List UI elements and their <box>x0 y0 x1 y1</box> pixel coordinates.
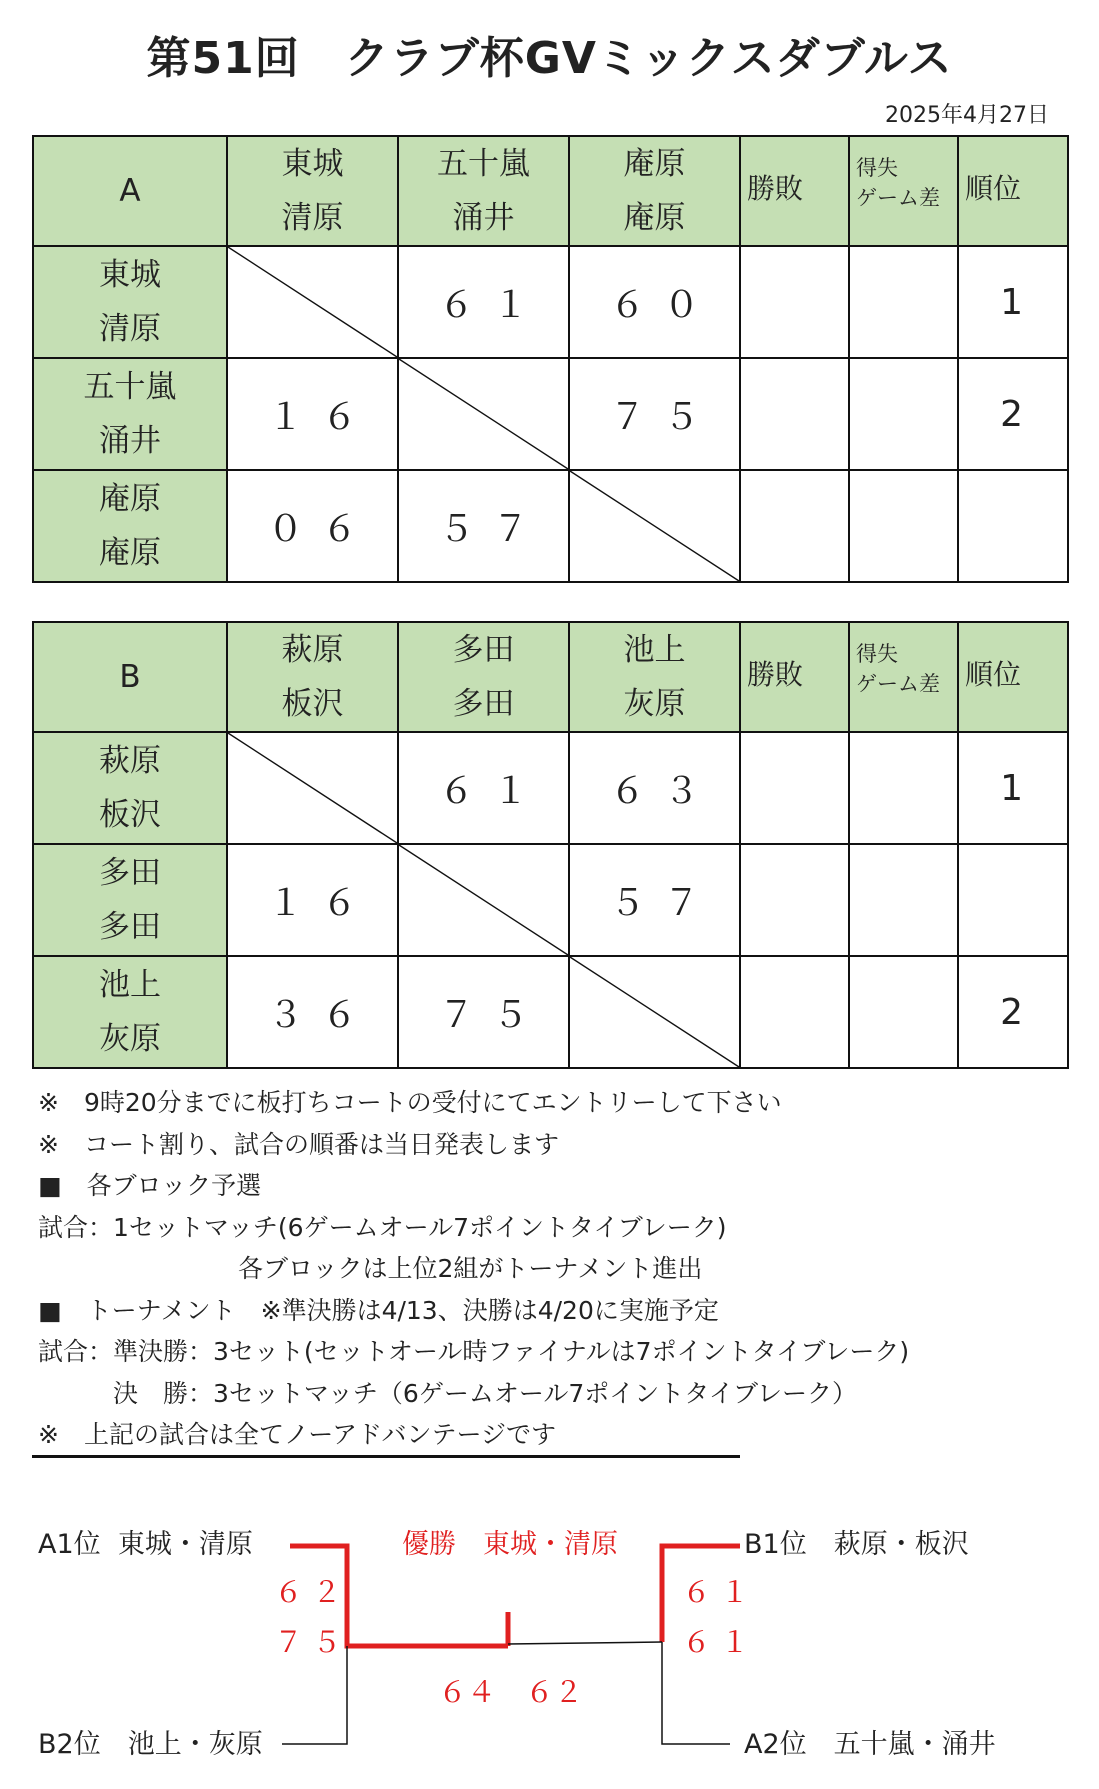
bracket-a2: A2位 五十嵐・涌井 <box>744 1729 996 1760</box>
note-line: 決 勝：3セットマッチ（6ゲームオール7ポイントタイブレーク） <box>38 1378 857 1408</box>
bracket-b1: B1位 萩原・板沢 <box>744 1529 969 1560</box>
game-diff-cell <box>849 844 958 956</box>
rank-cell: 2 <box>958 956 1068 1068</box>
win-loss-cell <box>740 470 849 582</box>
score-cell: ７５ <box>398 956 569 1068</box>
row-team-3: 庵原 庵原 <box>33 470 227 582</box>
note-line: ■ トーナメント ※準決勝は4/13、決勝は4/20に実施予定 <box>38 1295 719 1325</box>
row-team-2: 五十嵐 涌井 <box>33 358 227 470</box>
score-cell: ６０ <box>569 246 740 358</box>
note-line: 試合：1セットマッチ(6ゲームオール7ポイントタイブレーク) <box>38 1212 727 1242</box>
win-loss-cell <box>740 844 849 956</box>
score-cell: ６１ <box>398 246 569 358</box>
block-label: A <box>33 136 227 246</box>
column-team-1: 東城 清原 <box>227 136 398 246</box>
game-diff-header: 得失 ゲーム差 <box>849 622 958 732</box>
bracket-path-a2 <box>662 1642 730 1744</box>
bracket-path-winner <box>290 1546 508 1646</box>
row-team-1: 萩原 板沢 <box>33 732 227 844</box>
rank-cell: 1 <box>958 246 1068 358</box>
game-diff-cell <box>849 956 958 1068</box>
block-label: B <box>33 622 227 732</box>
win-loss-header: 勝敗 <box>740 136 849 246</box>
row-team-1: 東城 清原 <box>33 246 227 358</box>
diagonal-cell <box>227 732 398 844</box>
bracket-path-b2 <box>282 1646 347 1744</box>
diagonal-cell <box>227 246 398 358</box>
semi-left-score: ６ ２ <box>274 1575 342 1609</box>
score-cell: ０６ <box>227 470 398 582</box>
note-line: ※ コート割り、試合の順番は当日発表します <box>38 1129 559 1159</box>
score-cell: ５７ <box>398 470 569 582</box>
score-cell: １６ <box>227 844 398 956</box>
divider <box>32 1455 740 1458</box>
column-team-2: 五十嵐 涌井 <box>398 136 569 246</box>
note-line: ※ 上記の試合は全てノーアドバンテージです <box>38 1420 556 1449</box>
rank-cell <box>958 470 1068 582</box>
rank-cell: 1 <box>958 732 1068 844</box>
game-diff-cell <box>849 246 958 358</box>
semi-right-score: ６ １ <box>682 1625 750 1659</box>
column-team-1: 萩原 板沢 <box>227 622 398 732</box>
semi-left-score: ７ ５ <box>274 1625 342 1659</box>
bracket-final-line <box>508 1642 662 1644</box>
notes <box>38 1082 909 1456</box>
semi-right-score: ６ １ <box>682 1575 750 1609</box>
diagonal-cell <box>398 844 569 956</box>
diagonal-cell <box>569 956 740 1068</box>
win-loss-cell <box>740 246 849 358</box>
row-team-2: 多田 多田 <box>33 844 227 956</box>
row-team-3: 池上 灰原 <box>33 956 227 1068</box>
block-b-table <box>32 621 1069 1069</box>
score-cell: ６１ <box>398 732 569 844</box>
game-diff-cell <box>849 470 958 582</box>
score-cell: ５７ <box>569 844 740 956</box>
win-loss-header: 勝敗 <box>740 622 849 732</box>
bracket-lines <box>0 1500 1099 1760</box>
note-line: ※ 9時20分までに板打ちコートの受付にてエントリーして下さい <box>38 1088 782 1117</box>
event-date: 2025年4月27日 <box>885 103 1049 128</box>
rank-cell: 2 <box>958 358 1068 470</box>
block-a-table <box>32 135 1069 583</box>
winner-label: 優勝 東城・清原 <box>402 1529 618 1560</box>
rank-header: 順位 <box>958 136 1068 246</box>
game-diff-header: 得失 ゲーム差 <box>849 136 958 246</box>
page-title: 第51回 クラブ杯GVミックスダブルス <box>146 33 953 84</box>
win-loss-cell <box>740 956 849 1068</box>
win-loss-cell <box>740 358 849 470</box>
note-line: 試合：準決勝：3セット(セットオール時ファイナルは7ポイントタイブレーク) <box>38 1337 910 1366</box>
note-line: ■ 各ブロック予選 <box>38 1171 262 1200</box>
score-cell: １６ <box>227 358 398 470</box>
rank-header: 順位 <box>958 622 1068 732</box>
diagonal-cell <box>398 358 569 470</box>
game-diff-cell <box>849 732 958 844</box>
score-cell: ６３ <box>569 732 740 844</box>
win-loss-cell <box>740 732 849 844</box>
column-team-2: 多田 多田 <box>398 622 569 732</box>
column-team-3: 池上 灰原 <box>569 622 740 732</box>
bracket-path-b1 <box>662 1546 740 1642</box>
note-line: 各ブロックは上位2組がトーナメント進出 <box>38 1254 703 1283</box>
bracket-b2: B2位 池上・灰原 <box>38 1729 263 1760</box>
score-cell: ３６ <box>227 956 398 1068</box>
rank-cell <box>958 844 1068 956</box>
game-diff-cell <box>849 358 958 470</box>
bracket-a1: A1位 東城・清原 <box>38 1529 253 1560</box>
column-team-3: 庵原 庵原 <box>569 136 740 246</box>
score-cell: ７５ <box>569 358 740 470</box>
final-score: ６４ ６２ <box>438 1675 584 1709</box>
diagonal-cell <box>569 470 740 582</box>
